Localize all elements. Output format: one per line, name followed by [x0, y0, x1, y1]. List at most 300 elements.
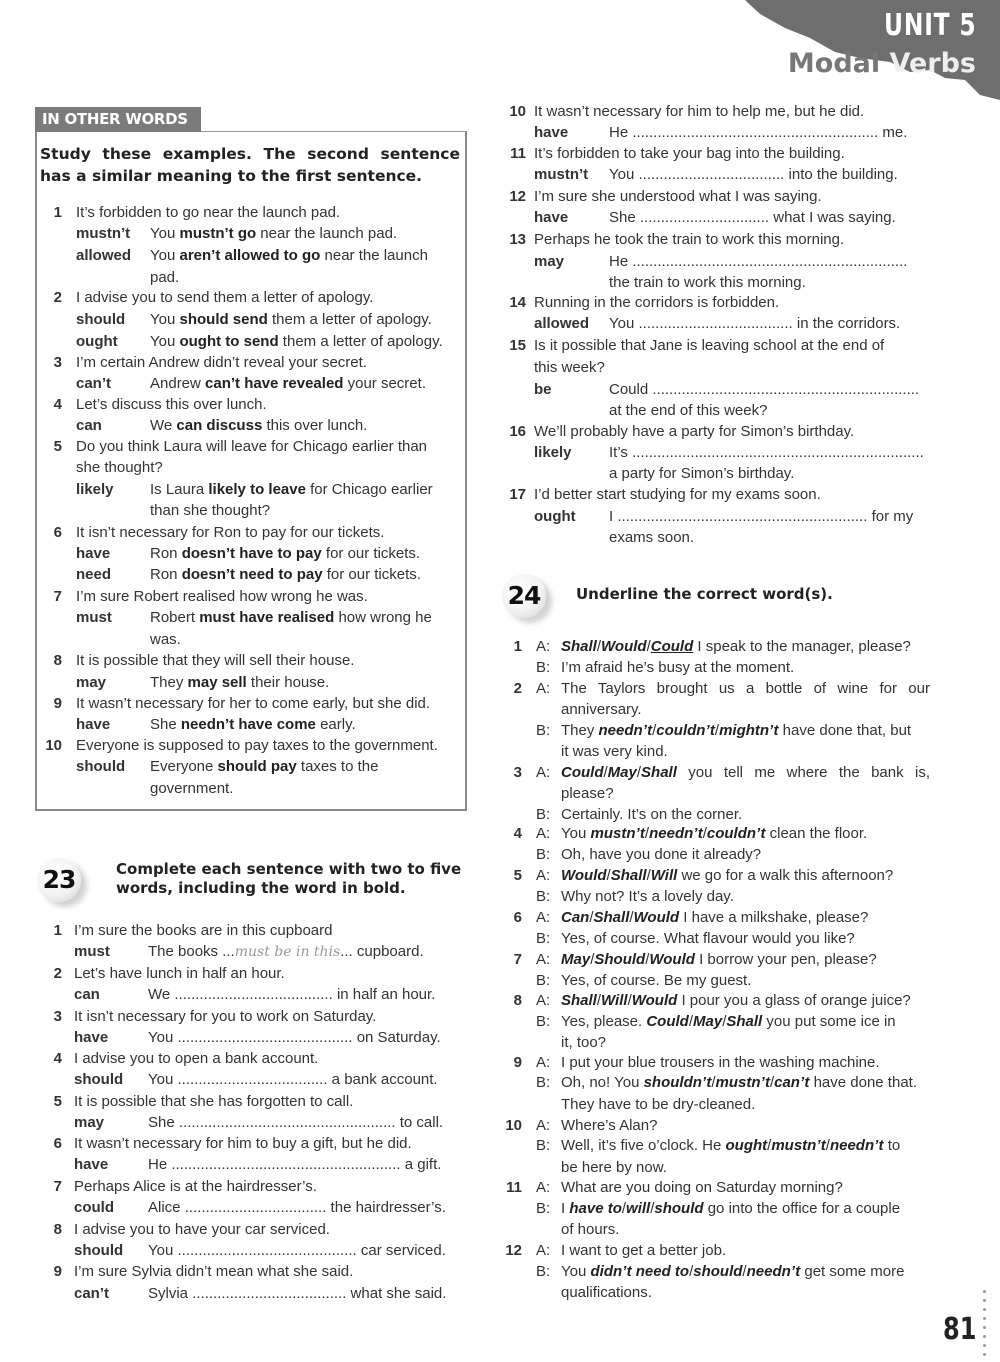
item-number: 8 — [53, 652, 62, 669]
keyword: have — [74, 1156, 109, 1173]
item-number: 3 — [513, 764, 522, 781]
text: near the launch — [320, 247, 428, 264]
item-number: 10 — [509, 103, 526, 120]
answer-line — [609, 208, 927, 228]
item-number: 1 — [53, 922, 62, 939]
option-word: couldn’t — [656, 722, 715, 739]
item-sentence: I’m sure she understood what I was saying. — [534, 188, 822, 205]
dialogue-line — [561, 1136, 900, 1156]
item-number: 1 — [53, 204, 62, 221]
text: Well, it’s five o’clock. He — [561, 1137, 726, 1154]
answer-prefix: You — [148, 1071, 178, 1088]
item-number: 11 — [510, 145, 526, 162]
text: She — [150, 716, 181, 733]
answer-blank: ................................................................ — [652, 381, 920, 398]
answer-blank: ............................................................ — [617, 508, 868, 525]
unit-number: UNIT 5 — [883, 8, 976, 43]
item-number: 14 — [509, 294, 526, 311]
answer-suffix: what she said. — [346, 1285, 447, 1302]
rewritten-sentence — [150, 310, 432, 330]
key-phrase: should pay — [217, 758, 297, 775]
text: them a letter of apology. — [278, 333, 443, 350]
option-word: Can — [561, 909, 590, 926]
answer-prefix: Alice — [148, 1199, 185, 1216]
item-sentence: It wasn’t necessary for him to buy a gift, but he did. — [74, 1135, 412, 1152]
item-sentence: Let’s discuss this over lunch. — [76, 396, 267, 413]
dialogue-line — [561, 929, 855, 949]
text: / — [606, 867, 611, 884]
text: / — [627, 992, 632, 1009]
item-sentence-cont: this week? — [534, 359, 605, 376]
page-edge-dots — [983, 1290, 987, 1362]
option-word: Would — [649, 951, 695, 968]
text: / — [722, 1013, 727, 1030]
keyword: likely — [534, 444, 572, 461]
dialogue-line — [561, 1012, 896, 1032]
rewritten-sentence-cont: pad. — [150, 269, 180, 286]
keyword: may — [534, 253, 565, 270]
text: / — [652, 722, 657, 739]
text: What are you doing on Saturday morning? — [561, 1179, 843, 1196]
text: / — [742, 1263, 747, 1280]
keyword: may — [74, 1114, 105, 1131]
option-word: Shall — [610, 867, 647, 884]
keyword: can’t — [74, 1285, 110, 1302]
answer-prefix: You — [609, 166, 639, 183]
answer-suffix: a bank account. — [327, 1071, 438, 1088]
text: / — [702, 825, 707, 842]
key-phrase: ought to send — [179, 333, 279, 350]
answer-prefix: He — [609, 124, 633, 141]
speaker-label: A: — [536, 638, 551, 655]
answer-prefix: You — [609, 315, 639, 332]
answer-line — [148, 942, 466, 962]
keyword: likely — [76, 481, 114, 498]
text: / — [688, 1013, 694, 1030]
dialogue-line-cont: please? — [561, 785, 614, 802]
option-word: needn’t — [746, 1263, 801, 1280]
keyword: can — [76, 417, 102, 434]
answer-prefix: Could — [609, 381, 653, 398]
speaker-label: A: — [536, 951, 551, 968]
item-number: 12 — [505, 1242, 522, 1259]
item-sentence: It is possible that they will sell their house. — [76, 652, 355, 669]
text: / — [636, 764, 642, 781]
text: / — [646, 638, 651, 655]
answer-prefix: We — [148, 986, 175, 1003]
text: You — [561, 1263, 591, 1280]
dialogue-line — [561, 1053, 880, 1073]
speaker-label: B: — [536, 846, 551, 863]
exercise-23-number: 23 — [42, 865, 76, 894]
item-number: 2 — [53, 965, 62, 982]
keyword: have — [534, 124, 569, 141]
item-number: 10 — [45, 737, 62, 754]
text: / — [767, 1137, 772, 1154]
item-number: 3 — [53, 354, 62, 371]
text: I have a milkshake, please? — [679, 909, 869, 926]
answer-line — [148, 1070, 466, 1090]
text: your secret. — [343, 375, 426, 392]
dialogue-line — [561, 1241, 726, 1261]
option-word: Could — [646, 1013, 689, 1030]
speaker-label: B: — [536, 930, 551, 947]
dialogue-line — [561, 721, 911, 741]
option-word: mustn’t — [771, 1137, 826, 1154]
dialogue-line — [561, 679, 930, 699]
option-word: mustn’t — [715, 1074, 770, 1091]
answer-blank: ........................................... — [177, 1242, 357, 1259]
answer-suffix: into the building. — [784, 166, 898, 183]
text: Ron — [150, 545, 182, 562]
speaker-label: B: — [536, 659, 551, 676]
item-number: 9 — [53, 695, 62, 712]
item-sentence: I’m certain Andrew didn’t reveal your secret. — [76, 354, 367, 371]
item-number: 12 — [509, 188, 526, 205]
key-phrase: aren’t allowed to go — [179, 247, 321, 264]
item-number: 7 — [53, 1178, 62, 1195]
text: for our tickets. — [321, 545, 421, 562]
rewritten-sentence — [150, 416, 367, 436]
in-other-words-instruction: Study these examples. The second sentence has a similar meaning to the first sentence. — [40, 145, 460, 185]
text: We — [150, 417, 177, 434]
answer-suffix: ... cupboard. — [340, 943, 424, 960]
option-word: ought — [725, 1137, 768, 1154]
answer-blank: ...................................... — [174, 986, 333, 1003]
rewritten-sentence — [150, 332, 443, 352]
dialogue-line — [561, 845, 761, 865]
exercise-23-instruction-line1: Complete each sentence with two to five — [116, 860, 462, 878]
answer-line — [148, 1198, 466, 1218]
text: Certainly. It’s on the corner. — [561, 806, 743, 823]
keyword: should — [74, 1242, 124, 1259]
item-number: 4 — [53, 1050, 62, 1067]
item-sentence: It wasn’t necessary for her to come early, but she did. — [76, 695, 431, 712]
option-word: have to — [569, 1200, 622, 1217]
item-number: 5 — [53, 1093, 62, 1110]
answer-line — [148, 985, 466, 1005]
text: for Chicago earlier — [305, 481, 433, 498]
item-number: 4 — [53, 396, 62, 413]
text: / — [603, 764, 608, 781]
rewritten-sentence-cont: was. — [150, 631, 181, 648]
answer-blank: .................................................................. — [632, 253, 908, 270]
keyword: allowed — [76, 247, 132, 264]
answer-line — [148, 1113, 466, 1133]
item-sentence: It is possible that she has forgotten to call. — [74, 1093, 354, 1110]
answer-line — [148, 1284, 466, 1304]
item-number: 9 — [513, 1054, 522, 1071]
answer-line-cont: exams soon. — [609, 529, 695, 546]
rewritten-sentence — [150, 544, 420, 564]
item-sentence: It isn’t necessary for Ron to pay for our tickets. — [76, 524, 385, 541]
item-number: 17 — [509, 486, 526, 503]
key-phrase: likely to leave — [208, 481, 306, 498]
text: for our tickets. — [322, 566, 421, 583]
unit-title — [788, 48, 976, 79]
text: Yes, please. — [561, 1013, 647, 1030]
answer-blank: .................................................... — [178, 1114, 396, 1131]
answer-blank: ............................... — [639, 209, 770, 226]
text: you put some ice in — [762, 1013, 896, 1030]
speaker-label: B: — [536, 806, 551, 823]
keyword: have — [76, 716, 111, 733]
option-word: couldn’t — [706, 825, 766, 842]
text: The Taylors brought us a bottle of wine for our — [561, 680, 930, 697]
rewritten-sentence — [150, 480, 433, 500]
item-number: 3 — [53, 1008, 62, 1025]
key-phrase: doesn’t have to pay — [181, 545, 322, 562]
keyword: be — [534, 381, 552, 398]
text: / — [621, 1200, 627, 1217]
keyword: could — [74, 1199, 114, 1216]
option-word: Would — [631, 992, 678, 1009]
answer-line — [609, 443, 927, 463]
text: early. — [315, 716, 356, 733]
answer-prefix: He — [609, 253, 633, 270]
rewritten-sentence — [150, 673, 329, 693]
keyword: ought — [76, 333, 118, 350]
dialogue-line — [561, 1073, 917, 1093]
item-sentence: We’ll probably have a party for Simon’s birthday. — [534, 423, 855, 440]
text: Everyone — [150, 758, 218, 775]
text: / — [645, 951, 650, 968]
answer-line — [609, 252, 927, 272]
answer-prefix: She — [609, 209, 640, 226]
item-number: 6 — [53, 524, 62, 541]
text: I borrow your pen, please? — [694, 951, 877, 968]
dialogue-line-cont: be here by now. — [561, 1159, 667, 1176]
item-number: 1 — [513, 638, 522, 655]
dialogue-line — [561, 1116, 657, 1136]
answer-blank: ........................................................... — [632, 124, 879, 141]
answer-line — [609, 314, 927, 334]
answer-line — [609, 380, 927, 400]
speaker-label: B: — [536, 1263, 551, 1280]
text: / — [596, 638, 602, 655]
speaker-label: B: — [536, 888, 551, 905]
rewritten-sentence-cont: than she thought? — [150, 502, 271, 519]
item-sentence: I’m sure Sylvia didn’t mean what she said. — [74, 1263, 354, 1280]
dialogue-line-cont: qualifications. — [561, 1284, 652, 1301]
keyword: ought — [534, 508, 576, 525]
text: I pour you a glass of orange juice? — [677, 992, 911, 1009]
text: how wrong he — [334, 609, 432, 626]
text: / — [596, 992, 602, 1009]
option-word: Would — [561, 867, 607, 884]
text: their house. — [246, 674, 330, 691]
option-word: shouldn’t — [643, 1074, 712, 1091]
rewritten-sentence — [150, 374, 426, 394]
answer-blank: ..................................... — [192, 1285, 347, 1302]
text: Robert — [150, 609, 200, 626]
option-word: should — [654, 1200, 704, 1217]
text: Yes, of course. Be my guest. — [561, 972, 752, 989]
speaker-label: A: — [536, 1179, 551, 1196]
text: / — [646, 867, 651, 884]
text: / — [589, 909, 594, 926]
dialogue-line — [561, 950, 877, 970]
answer-prefix: He — [148, 1156, 172, 1173]
option-word: Shall — [561, 638, 597, 655]
dialogue-line — [561, 763, 930, 783]
speaker-label: B: — [536, 1137, 551, 1154]
rewritten-sentence — [150, 565, 421, 585]
text: I speak to the manager, please? — [693, 638, 911, 655]
text: / — [769, 1074, 775, 1091]
answer-line-cont: a party for Simon’s birthday. — [609, 465, 795, 482]
text: / — [629, 909, 634, 926]
item-sentence: Perhaps he took the train to work this morning. — [534, 231, 845, 248]
text: You — [150, 247, 180, 264]
text: Andrew — [150, 375, 206, 392]
item-sentence: I’m sure the books are in this cupboard — [74, 922, 333, 939]
text: to — [883, 1137, 901, 1154]
text: have done that, but — [778, 722, 912, 739]
item-number: 5 — [53, 438, 62, 455]
option-word: Could — [650, 638, 694, 655]
answer-suffix: to call. — [395, 1114, 444, 1131]
dialogue-line — [561, 971, 751, 991]
answer-blank: .......................................... — [177, 1029, 353, 1046]
item-sentence: Do you think Laura will leave for Chicago earlier than — [76, 438, 428, 455]
answer-suffix: a gift. — [400, 1156, 442, 1173]
dialogue-line — [561, 805, 742, 825]
answer-line — [148, 1028, 466, 1048]
answer-suffix: me. — [878, 124, 908, 141]
option-word: mightn’t — [719, 722, 779, 739]
keyword: may — [76, 674, 107, 691]
item-number: 13 — [509, 231, 526, 248]
text: / — [714, 722, 720, 739]
answer-suffix: for my — [867, 508, 914, 525]
item-number: 7 — [53, 588, 62, 605]
unit-title-part2: Verbs — [889, 48, 976, 79]
dialogue-line — [561, 824, 867, 844]
key-phrase: can’t have revealed — [205, 375, 344, 392]
answer-blank: ..................................... — [638, 315, 793, 332]
in-other-words-tab: IN OTHER WORDS — [35, 107, 201, 132]
text: You — [561, 825, 591, 842]
item-number: 5 — [513, 867, 522, 884]
rewritten-sentence — [150, 757, 378, 777]
option-word: needn’t — [598, 722, 653, 739]
item-number: 8 — [53, 1221, 62, 1238]
answer-blank: ....................................................... — [171, 1156, 401, 1173]
text: Is Laura — [150, 481, 209, 498]
text: / — [590, 951, 595, 968]
dialogue-line — [561, 637, 911, 657]
text: They — [561, 722, 599, 739]
option-word: needn’t — [649, 825, 703, 842]
exercise-24-instruction: Underline the correct word(s). — [576, 585, 833, 603]
text: get some more — [800, 1263, 905, 1280]
text: / — [689, 1263, 694, 1280]
dialogue-line-cont: anniversary. — [561, 701, 642, 718]
option-word: didn’t need to — [590, 1263, 690, 1280]
item-number: 15 — [509, 337, 526, 354]
exercise-23-instruction — [116, 860, 461, 898]
item-number: 2 — [53, 289, 62, 306]
rewritten-sentence — [150, 224, 397, 244]
text: this over lunch. — [262, 417, 368, 434]
speaker-label: A: — [536, 867, 551, 884]
item-sentence: I’d better start studying for my exams soon. — [534, 486, 821, 503]
option-word: Would — [633, 909, 680, 926]
item-sentence: It wasn’t necessary for him to help me, but he did. — [534, 103, 865, 120]
item-sentence: Is it possible that Jane is leaving school at the end of — [534, 337, 885, 354]
dialogue-line — [561, 1262, 904, 1282]
page-number: 81 — [943, 1312, 977, 1347]
answer-suffix: what I was saying. — [769, 209, 896, 226]
text: / — [825, 1137, 830, 1154]
option-word: will — [626, 1200, 651, 1217]
item-sentence: I advise you to send them a letter of apology. — [76, 289, 374, 306]
key-phrase: should send — [179, 311, 268, 328]
answer-prefix: The books ... — [148, 943, 235, 960]
text: I put your blue trousers in the washing machine. — [561, 1054, 880, 1071]
answer-prefix: Sylvia — [148, 1285, 193, 1302]
answer-line-cont: the train to work this morning. — [609, 274, 806, 291]
option-word: May — [693, 1013, 723, 1030]
key-phrase: must have realised — [199, 609, 335, 626]
dialogue-line — [561, 658, 794, 678]
text: I want to get a better job. — [561, 1242, 727, 1259]
option-word: Shall — [593, 909, 630, 926]
text: them a letter of apology. — [267, 311, 432, 328]
text: I — [561, 1200, 570, 1217]
answer-line-cont: at the end of this week? — [609, 402, 768, 419]
rewritten-sentence — [150, 715, 356, 735]
text: go into the office for a couple — [703, 1200, 901, 1217]
option-word: Should — [594, 951, 646, 968]
item-sentence: Everyone is supposed to pay taxes to the government. — [76, 737, 438, 754]
rewritten-sentence — [150, 246, 428, 266]
speaker-label: A: — [536, 680, 551, 697]
item-number: 4 — [513, 825, 522, 842]
answer-line — [609, 123, 927, 143]
text: / — [650, 1200, 655, 1217]
speaker-label: B: — [536, 722, 551, 739]
unit-title-part1: Modal — [787, 48, 881, 79]
speaker-label: B: — [536, 1074, 551, 1091]
option-word: Shall — [726, 1013, 763, 1030]
option-word: needn’t — [829, 1137, 884, 1154]
dialogue-line-cont: of hours. — [561, 1221, 620, 1238]
keyword: mustn’t — [534, 166, 589, 183]
key-phrase: mustn’t go — [179, 225, 257, 242]
keyword: mustn’t — [76, 225, 131, 242]
answer-blank: ...................................................................... — [632, 444, 924, 461]
keyword: should — [74, 1071, 124, 1088]
text: Yes, of course. What flavour would you like? — [561, 930, 855, 947]
keyword: should — [76, 311, 126, 328]
item-sentence: Running in the corridors is forbidden. — [534, 294, 780, 311]
answer-line — [148, 1155, 466, 1175]
text: you tell me where the bank is, — [676, 764, 930, 781]
text: You — [150, 311, 180, 328]
key-phrase: may sell — [187, 674, 247, 691]
answer-suffix: the hairdresser’s. — [326, 1199, 446, 1216]
exercise-24-number: 24 — [507, 581, 541, 610]
text: You — [150, 225, 180, 242]
text: I’m afraid he’s busy at the moment. — [561, 659, 795, 676]
option-word: Would — [601, 638, 647, 655]
answer-prefix: It’s — [609, 444, 633, 461]
text: You — [150, 333, 180, 350]
keyword: should — [76, 758, 126, 775]
dialogue-line — [561, 866, 893, 886]
